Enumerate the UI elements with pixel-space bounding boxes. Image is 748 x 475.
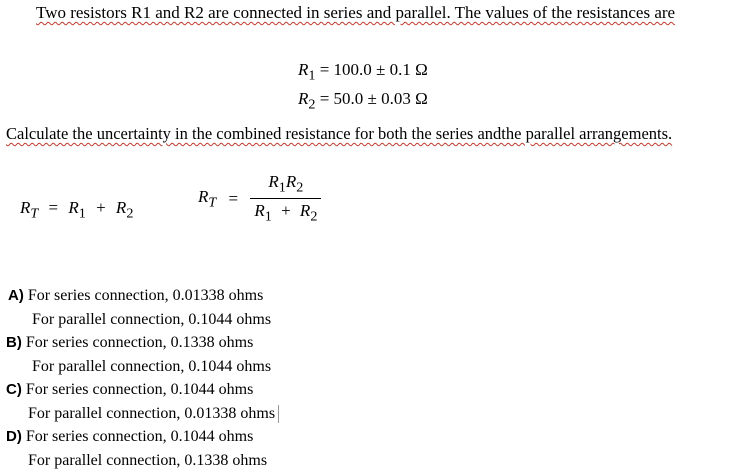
- option-b-series[interactable]: B) For series connection, 0.1338 ohms: [6, 334, 254, 351]
- parallel-formula: $R_T$ = $\frac{R_1R_2}{R_1 + R_2}$: [198, 172, 321, 226]
- calculate-instruction: Calculate the uncertainty in the combined resistance for both the series andthe parallel arrangements.: [6, 124, 673, 143]
- fraction-numerator: $R_1R_2$: [250, 172, 321, 199]
- text-cursor: [278, 405, 279, 423]
- option-c-parallel: For parallel connection, 0.01338 ohms: [28, 405, 279, 423]
- fraction-denominator: $R_1 + R_2$: [254, 201, 318, 225]
- option-a-parallel: For parallel connection, 0.1044 ohms: [32, 311, 272, 328]
- option-d-series[interactable]: D) For series connection, 0.1044 ohms: [6, 428, 254, 445]
- r1-equation: $R_1 = 100.0 \pm 0.1$ Ω: [298, 60, 428, 84]
- parallel-fraction: [250, 172, 321, 226]
- option-d-parallel: For parallel connection, 0.1338 ohms: [28, 452, 268, 469]
- option-c-series[interactable]: C) For series connection, 0.1044 ohms: [6, 381, 254, 398]
- r2-equation: $R_2 = 50.0 \pm 0.03$ Ω: [298, 89, 428, 113]
- series-formula: $R_T = R_1 + R_2$: [20, 198, 134, 222]
- option-a-series[interactable]: A) For series connection, 0.01338 ohms: [8, 287, 264, 304]
- intro-text: Two resistors R1 and R2 are connected in series and parallel. The values of the resistances are: [36, 3, 676, 22]
- question-intro: [36, 3, 675, 23]
- option-b-parallel: For parallel connection, 0.1044 ohms: [32, 358, 272, 375]
